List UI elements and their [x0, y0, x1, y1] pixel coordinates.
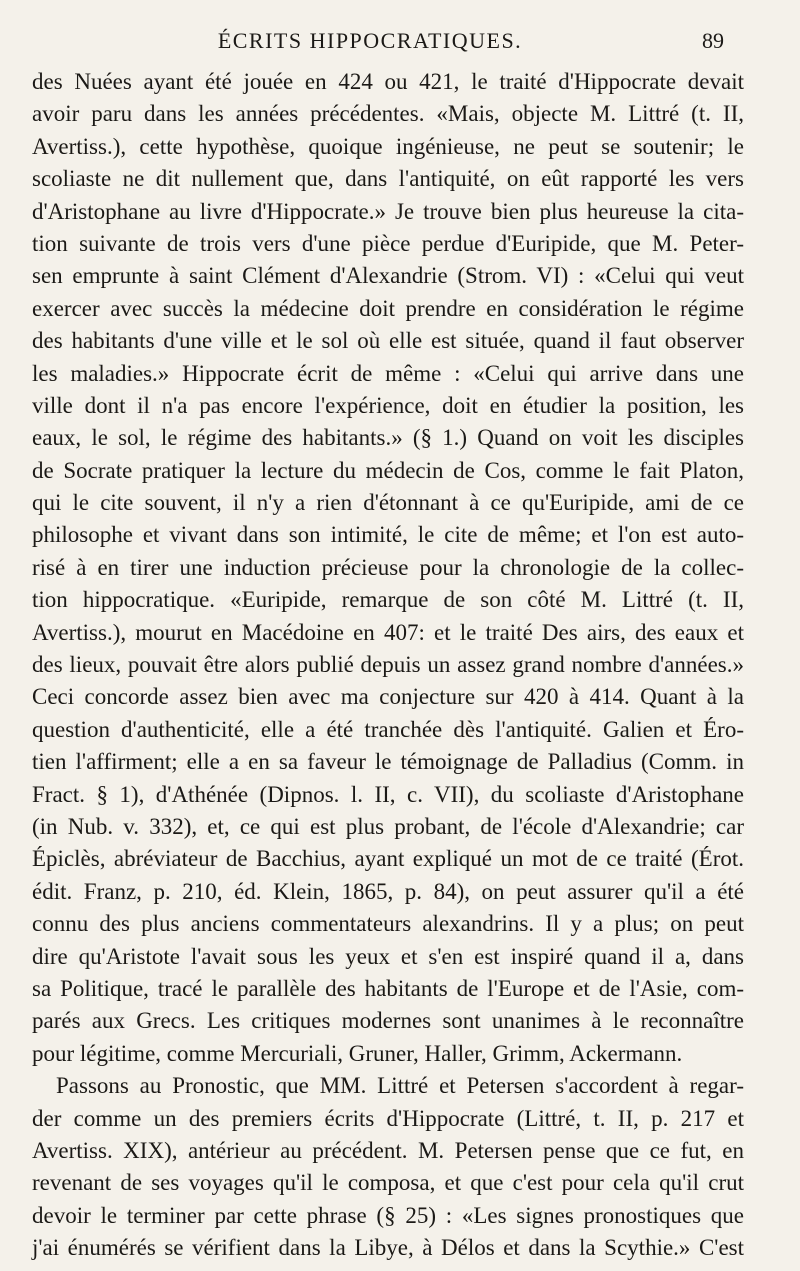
text-line: des habitants d'une ville et le sol où elle est située, quand il faut observer [32, 328, 744, 354]
text-line: Fract. § 1), d'Athénée (Dipnos. l. II, c. VII), du scoliaste d'Aristophane [32, 781, 744, 807]
running-title: ÉCRITS HIPPOCRATIQUES. [217, 28, 523, 53]
text-line: dire qu'Aristote l'avait sous les yeux et s'en est inspiré quand il a, dans [32, 943, 744, 969]
text-line: tien l'affirment; elle a en sa faveur le témoignage de Palladius (Comm. in [32, 749, 744, 775]
text-line: d'Aristophane au livre d'Hippocrate.» Je trouve bien plus heureuse la cita- [32, 198, 744, 224]
text-line: scoliaste ne dit nullement que, dans l'antiquité, on eût rapporté les vers [32, 166, 744, 192]
text-line: connu des plus anciens commentateurs alexandrins. Il y a plus; on peut [32, 911, 744, 937]
body-text [32, 66, 744, 1264]
text-line: philosophe et vivant dans son intimité, le cite de même; et l'on est auto- [32, 522, 744, 548]
text-line: pour légitime, comme Mercuriali, Gruner, Haller, Grimm, Ackermann. [32, 1040, 683, 1066]
text-line: qui le cite souvent, il n'y a rien d'étonnant à ce qu'Euripide, ami de ce [32, 490, 744, 516]
page-header [0, 24, 800, 60]
text-line: risé à en tirer une induction précieuse pour la chronologie de la collec- [32, 554, 744, 580]
text-line: (in Nub. v. 332), et, ce qui est plus probant, de l'école d'Alexandrie; car [32, 813, 744, 839]
text-line: édit. Franz, p. 210, éd. Klein, 1865, p. 84), on peut assurer qu'il a été [32, 878, 744, 904]
text-line: Ceci concorde assez bien avec ma conjecture sur 420 à 414. Quant à la [32, 684, 744, 710]
text-line: j'ai énumérés se vérifient dans la Libye, à Délos et dans la Scythie.» C'est [32, 1235, 744, 1261]
text-line: Avertiss.), mourut en Macédoine en 407: et le traité Des airs, des eaux et [32, 619, 744, 645]
text-line: ville dont il n'a pas encore l'expérience, doit en étudier la position, les [32, 392, 744, 418]
text-line: avoir paru dans les années précédentes. «Mais, objecte M. Littré (t. II, [32, 101, 744, 127]
text-line: Épiclès, abréviateur de Bacchius, ayant expliqué un mot de ce traité (Érot. [32, 846, 744, 872]
page-number: 89 [702, 28, 724, 53]
text-line: sen emprunte à saint Clément d'Alexandrie (Strom. VI) : «Celui qui veut [32, 263, 744, 289]
text-line: tion suivante de trois vers d'une pièce perdue d'Euripide, que M. Peter- [32, 230, 744, 256]
text-line: de Socrate pratiquer la lecture du médecin de Cos, comme le fait Platon, [32, 457, 744, 483]
text-line: revenant de ses voyages qu'il le composa, et que c'est pour cela qu'il crut [32, 1170, 744, 1196]
text-line: tion hippocratique. «Euripide, remarque de son côté M. Littré (t. II, [32, 587, 744, 613]
text-line: Avertiss. XIX), antérieur au précédent. M. Petersen pense que ce fut, en [32, 1137, 744, 1163]
text-line: Avertiss.), cette hypothèse, quoique ingénieuse, ne peut se soutenir; le [32, 133, 744, 159]
text-line: parés aux Grecs. Les critiques modernes sont unanimes à le reconnaître [32, 1008, 744, 1034]
text-line: les maladies.» Hippocrate écrit de même : «Celui qui arrive dans une [32, 360, 744, 386]
text-line: Passons au Pronostic, que MM. Littré et Petersen s'accordent à regar- [56, 1073, 744, 1099]
text-line: devoir le terminer par cette phrase (§ 25) : «Les signes pronostiques que [32, 1202, 744, 1228]
text-line: eaux, le sol, le régime des habitants.» (§ 1.) Quand on voit les disciples [32, 425, 744, 451]
text-line: sa Politique, tracé le parallèle des habitants de l'Europe et de l'Asie, com- [32, 975, 744, 1001]
text-line: exercer avec succès la médecine doit prendre en considération le régime [32, 295, 744, 321]
text-line: der comme un des premiers écrits d'Hippocrate (Littré, t. II, p. 217 et [32, 1105, 744, 1131]
text-line: des Nuées ayant été jouée en 424 ou 421, le traité d'Hippocrate devait [32, 69, 744, 94]
text-line: question d'authenticité, elle a été tranchée dès l'antiquité. Galien et Éro- [32, 716, 744, 742]
text-line: des lieux, pouvait être alors publié depuis un assez grand nombre d'années.» [32, 652, 744, 678]
